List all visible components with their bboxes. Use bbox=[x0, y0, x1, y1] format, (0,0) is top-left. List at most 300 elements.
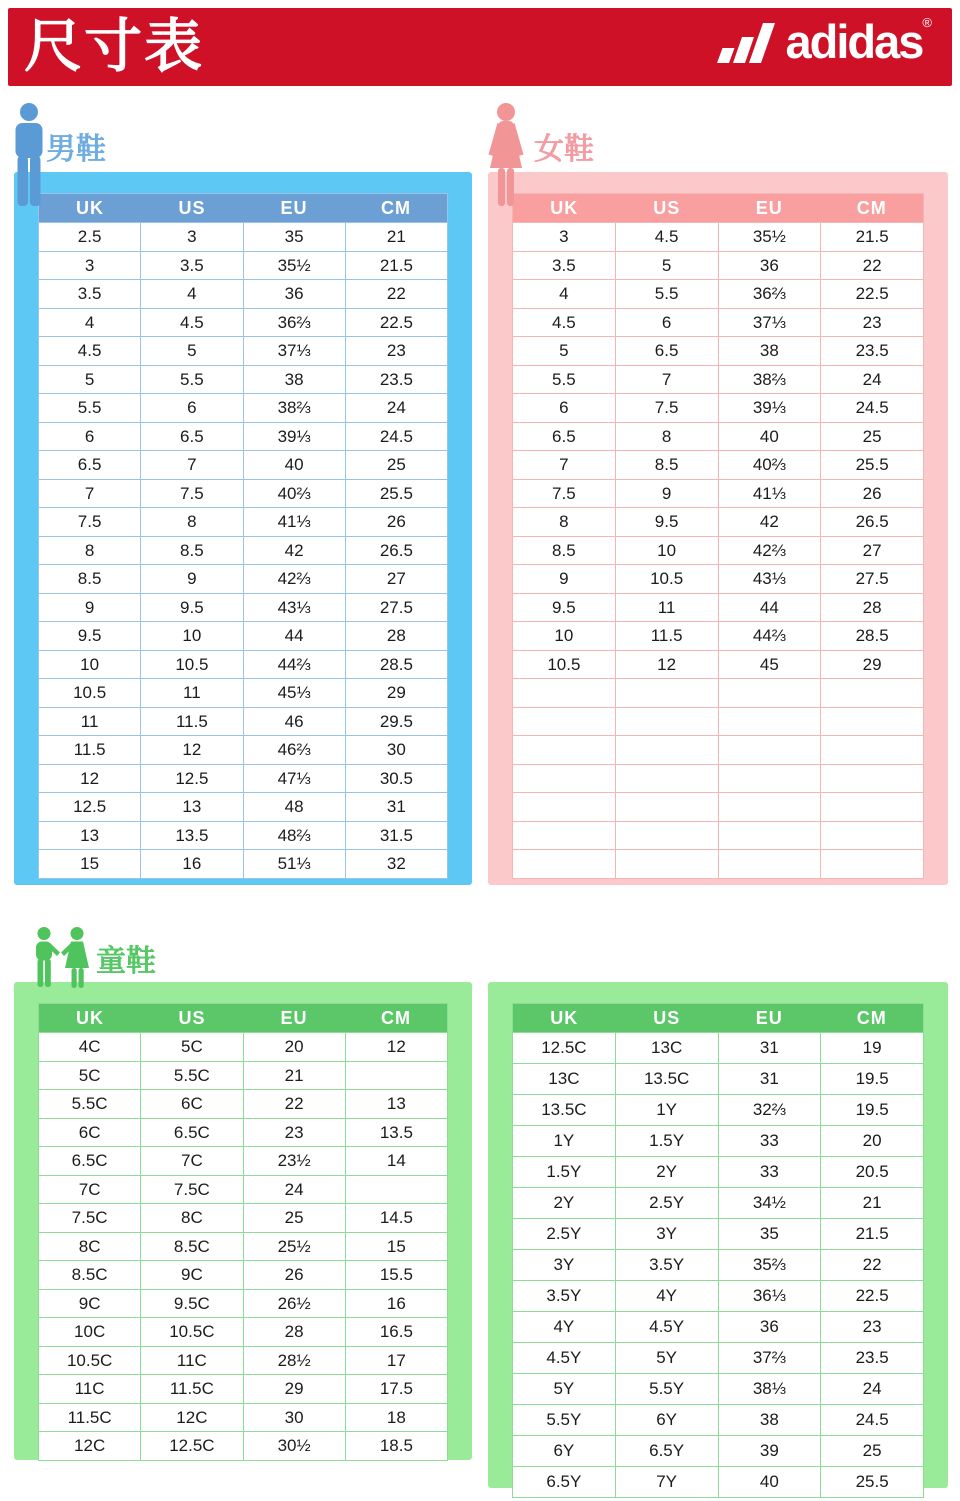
size-cell: 13 bbox=[140, 793, 242, 821]
size-cell: 33 bbox=[718, 1126, 821, 1156]
size-cell: 18.5 bbox=[345, 1432, 447, 1460]
size-cell bbox=[820, 736, 923, 764]
men-size-table bbox=[38, 193, 448, 879]
size-cell: 4.5 bbox=[140, 309, 242, 337]
size-cell: 7.5 bbox=[615, 394, 718, 422]
size-cell: 4.5Y bbox=[615, 1312, 718, 1342]
size-cell: 3.5 bbox=[77, 284, 102, 303]
size-cell: 12.5C bbox=[140, 1432, 242, 1460]
size-cell: 38 bbox=[718, 1405, 821, 1435]
column-header-cm: CM bbox=[856, 1008, 887, 1028]
column-header-uk: UK bbox=[550, 198, 579, 218]
size-cell: 8 bbox=[84, 540, 95, 560]
size-cell: 13C bbox=[548, 1069, 580, 1088]
size-cell: 10.5C bbox=[140, 1318, 242, 1346]
column-header-eu: EU bbox=[755, 198, 783, 218]
size-row bbox=[39, 564, 447, 593]
size-cell: 9 bbox=[84, 597, 95, 617]
size-cell: 36 bbox=[718, 1312, 821, 1342]
size-cell bbox=[718, 708, 821, 736]
size-cell: 29 bbox=[243, 1375, 345, 1403]
size-cell: 44 bbox=[243, 622, 345, 650]
women-section-label: 女鞋 bbox=[534, 133, 594, 166]
size-row bbox=[513, 251, 923, 280]
size-cell: 3 bbox=[84, 255, 95, 275]
size-row bbox=[513, 308, 923, 337]
size-cell: 5.5Y bbox=[546, 1410, 582, 1429]
size-cell: 7.5 bbox=[77, 512, 102, 531]
size-cell: 3.5Y bbox=[615, 1250, 718, 1280]
size-row bbox=[513, 1249, 923, 1280]
size-cell: 6Y bbox=[553, 1441, 575, 1460]
size-cell: 23 bbox=[820, 1312, 923, 1342]
size-row bbox=[39, 393, 447, 422]
size-row bbox=[39, 621, 447, 650]
size-cell bbox=[820, 765, 923, 793]
size-cell: 10 bbox=[615, 537, 718, 565]
size-cell: 7.5 bbox=[140, 480, 242, 508]
size-cell: 35 bbox=[718, 1219, 821, 1249]
column-header-uk: UK bbox=[76, 1008, 104, 1028]
size-row bbox=[513, 1187, 923, 1218]
adidas-three-stripes-icon bbox=[716, 18, 786, 64]
size-cell: 1.5Y bbox=[615, 1126, 718, 1156]
size-cell: 27 bbox=[345, 565, 447, 593]
size-row bbox=[39, 821, 447, 850]
size-cell: 10.5C bbox=[66, 1350, 113, 1370]
size-cell: 5Y bbox=[615, 1343, 718, 1373]
table-header-row bbox=[513, 194, 923, 222]
size-cell: 4 bbox=[140, 280, 242, 308]
kids-icon bbox=[30, 926, 94, 997]
size-cell: 46 bbox=[243, 708, 345, 736]
size-cell: 9C bbox=[140, 1261, 242, 1289]
size-cell: 24 bbox=[243, 1176, 345, 1204]
size-cell: 17.5 bbox=[345, 1375, 447, 1403]
size-cell: 35½ bbox=[243, 252, 345, 280]
size-cell: 38 bbox=[243, 366, 345, 394]
size-row bbox=[513, 764, 923, 793]
size-cell: 25.5 bbox=[345, 480, 447, 508]
size-cell: 13C bbox=[615, 1033, 718, 1063]
size-cell: 43⅓ bbox=[718, 565, 821, 593]
column-header-cm: CM bbox=[381, 1008, 411, 1028]
size-cell: 42⅔ bbox=[718, 537, 821, 565]
size-row bbox=[39, 1260, 447, 1289]
size-row bbox=[39, 308, 447, 337]
size-row bbox=[39, 450, 447, 479]
size-cell: 38⅓ bbox=[718, 1374, 821, 1404]
size-cell bbox=[615, 822, 718, 850]
size-cell: 6.5Y bbox=[615, 1436, 718, 1466]
size-cell: 10.5 bbox=[547, 654, 581, 674]
size-cell: 24.5 bbox=[820, 1405, 923, 1435]
size-cell: 11C bbox=[74, 1379, 105, 1398]
size-cell: 33 bbox=[718, 1157, 821, 1187]
size-cell: 10.5 bbox=[73, 683, 107, 702]
size-cell: 3.5 bbox=[140, 252, 242, 280]
size-cell: 45⅓ bbox=[243, 679, 345, 707]
size-cell: 8.5 bbox=[615, 451, 718, 479]
size-cell: 13.5C bbox=[615, 1064, 718, 1094]
size-cell: 10 bbox=[554, 626, 574, 645]
size-row bbox=[513, 707, 923, 736]
size-row bbox=[513, 1280, 923, 1311]
size-cell: 6.5 bbox=[615, 337, 718, 365]
size-cell: 35½ bbox=[718, 223, 821, 251]
size-row bbox=[39, 792, 447, 821]
size-cell: 25½ bbox=[243, 1233, 345, 1261]
size-row bbox=[513, 422, 923, 451]
size-cell: 8.5 bbox=[77, 569, 102, 588]
size-cell: 25 bbox=[820, 423, 923, 451]
size-row bbox=[39, 536, 447, 565]
page-header bbox=[8, 8, 952, 86]
size-cell: 22.5 bbox=[820, 280, 923, 308]
column-header-us: US bbox=[653, 198, 681, 218]
size-cell: 32 bbox=[345, 850, 447, 878]
size-cell: 20.5 bbox=[820, 1157, 923, 1187]
size-cell: 6.5 bbox=[140, 423, 242, 451]
size-cell: 29 bbox=[345, 679, 447, 707]
size-row bbox=[39, 1346, 447, 1375]
column-header-cm: CM bbox=[381, 198, 411, 218]
column-header-uk: UK bbox=[550, 1008, 579, 1028]
size-cell: 13.5 bbox=[140, 822, 242, 850]
size-cell bbox=[615, 679, 718, 707]
size-cell: 30.5 bbox=[345, 765, 447, 793]
size-cell: 8 bbox=[140, 508, 242, 536]
column-header-us: US bbox=[178, 1008, 206, 1028]
size-cell: 9 bbox=[615, 480, 718, 508]
size-cell: 39 bbox=[718, 1436, 821, 1466]
size-cell bbox=[615, 708, 718, 736]
size-cell: 10 bbox=[140, 622, 242, 650]
size-cell: 11C bbox=[140, 1347, 242, 1375]
size-cell: 12.5 bbox=[73, 797, 107, 816]
size-cell bbox=[718, 765, 821, 793]
size-cell: 7Y bbox=[615, 1467, 718, 1497]
size-cell: 20 bbox=[243, 1033, 345, 1061]
size-cell: 14.5 bbox=[345, 1204, 447, 1232]
size-cell: 2Y bbox=[615, 1157, 718, 1187]
size-row bbox=[513, 678, 923, 707]
size-cell: 23½ bbox=[243, 1147, 345, 1175]
size-cell: 13.5C bbox=[541, 1100, 587, 1119]
size-cell: 7C bbox=[140, 1147, 242, 1175]
size-cell: 5.5Y bbox=[615, 1374, 718, 1404]
size-cell: 9.5 bbox=[615, 508, 718, 536]
size-cell: 28 bbox=[345, 622, 447, 650]
size-cell: 1Y bbox=[553, 1131, 575, 1150]
kids-size-table-left bbox=[38, 1003, 448, 1461]
size-cell: 35⅔ bbox=[718, 1250, 821, 1280]
size-row bbox=[513, 1218, 923, 1249]
size-cell bbox=[820, 793, 923, 821]
size-row bbox=[39, 1289, 447, 1318]
size-row bbox=[39, 365, 447, 394]
size-row bbox=[513, 507, 923, 536]
size-row bbox=[513, 1404, 923, 1435]
size-cell: 21.5 bbox=[345, 252, 447, 280]
size-row bbox=[513, 1311, 923, 1342]
size-row bbox=[513, 1094, 923, 1125]
size-row bbox=[513, 1125, 923, 1156]
size-cell: 8 bbox=[615, 423, 718, 451]
size-cell: 19.5 bbox=[820, 1095, 923, 1125]
size-cell: 6.5Y bbox=[546, 1472, 582, 1491]
women-section-panel bbox=[488, 172, 948, 885]
column-header-us: US bbox=[178, 198, 206, 218]
men-section-label: 男鞋 bbox=[46, 133, 106, 166]
column-header-us: US bbox=[653, 1008, 681, 1028]
adidas-logo bbox=[716, 15, 953, 76]
size-cell: 30½ bbox=[243, 1432, 345, 1460]
size-cell: 8.5C bbox=[140, 1233, 242, 1261]
size-row bbox=[39, 1232, 447, 1261]
size-cell bbox=[820, 822, 923, 850]
size-row bbox=[513, 1435, 923, 1466]
size-cell: 8.5C bbox=[71, 1265, 108, 1284]
kids-section-label: 童鞋 bbox=[96, 945, 156, 978]
size-cell: 12.5C bbox=[541, 1038, 587, 1057]
size-cell: 3.5Y bbox=[546, 1286, 582, 1305]
size-row bbox=[39, 336, 447, 365]
size-row bbox=[513, 365, 923, 394]
size-row bbox=[513, 450, 923, 479]
size-cell bbox=[718, 850, 821, 878]
size-cell: 25.5 bbox=[820, 1467, 923, 1497]
size-cell: 5.5C bbox=[71, 1094, 108, 1113]
size-cell: 23.5 bbox=[820, 1343, 923, 1373]
size-cell: 5 bbox=[559, 341, 569, 360]
size-row bbox=[39, 1118, 447, 1147]
size-cell: 26.5 bbox=[345, 537, 447, 565]
size-cell: 2.5 bbox=[77, 227, 102, 246]
size-cell: 25 bbox=[345, 451, 447, 479]
size-cell: 24.5 bbox=[820, 394, 923, 422]
size-cell: 48 bbox=[243, 793, 345, 821]
size-cell: 18 bbox=[345, 1404, 447, 1432]
size-cell: 7.5C bbox=[71, 1208, 108, 1227]
size-cell: 44 bbox=[718, 594, 821, 622]
size-cell: 5.5C bbox=[140, 1062, 242, 1090]
size-cell: 27.5 bbox=[820, 565, 923, 593]
size-cell: 38 bbox=[718, 337, 821, 365]
size-cell: 38⅔ bbox=[718, 366, 821, 394]
size-cell: 9C bbox=[78, 1293, 101, 1313]
size-cell: 5 bbox=[84, 369, 95, 389]
size-cell: 26½ bbox=[243, 1290, 345, 1318]
size-row bbox=[39, 1061, 447, 1090]
size-row bbox=[39, 1431, 447, 1460]
size-cell: 46⅔ bbox=[243, 736, 345, 764]
size-cell: 6C bbox=[78, 1122, 101, 1142]
size-cell bbox=[345, 1062, 447, 1090]
size-cell: 28.5 bbox=[345, 651, 447, 679]
size-cell: 6 bbox=[559, 398, 569, 417]
size-row bbox=[39, 1374, 447, 1403]
size-cell: 10.5 bbox=[140, 651, 242, 679]
size-cell: 22 bbox=[345, 280, 447, 308]
size-row bbox=[39, 422, 447, 451]
size-cell: 39⅓ bbox=[718, 394, 821, 422]
size-row bbox=[39, 650, 447, 679]
size-cell: 15 bbox=[345, 1233, 447, 1261]
size-row bbox=[513, 536, 923, 565]
size-cell: 22 bbox=[243, 1090, 345, 1118]
size-cell: 9.5 bbox=[552, 597, 576, 617]
table-header-row bbox=[513, 1004, 923, 1032]
size-cell: 6.5C bbox=[140, 1119, 242, 1147]
size-cell: 7.5 bbox=[552, 483, 576, 503]
size-cell: 3 bbox=[140, 223, 242, 251]
size-cell bbox=[513, 708, 615, 736]
size-cell: 47⅓ bbox=[243, 765, 345, 793]
size-cell bbox=[513, 822, 615, 850]
man-icon bbox=[12, 102, 46, 215]
size-cell: 15 bbox=[80, 854, 100, 873]
size-cell: 9 bbox=[140, 565, 242, 593]
size-cell bbox=[718, 793, 821, 821]
size-row bbox=[39, 764, 447, 793]
size-cell: 22.5 bbox=[820, 1281, 923, 1311]
size-cell: 24.5 bbox=[345, 423, 447, 451]
kids-section-panel-right bbox=[488, 982, 948, 1491]
size-cell: 6 bbox=[84, 426, 95, 446]
size-cell: 4C bbox=[78, 1037, 101, 1056]
size-cell: 7C bbox=[78, 1179, 101, 1199]
size-row bbox=[39, 1175, 447, 1204]
size-cell: 4.5 bbox=[552, 312, 576, 332]
size-cell: 4Y bbox=[553, 1317, 575, 1336]
size-cell: 24 bbox=[820, 1374, 923, 1404]
size-cell: 40 bbox=[243, 451, 345, 479]
size-cell: 7 bbox=[615, 366, 718, 394]
size-cell: 21 bbox=[345, 223, 447, 251]
size-cell: 5C bbox=[140, 1033, 242, 1061]
size-cell: 42 bbox=[718, 508, 821, 536]
size-row bbox=[513, 735, 923, 764]
size-cell: 27 bbox=[820, 537, 923, 565]
size-cell: 11.5 bbox=[615, 622, 718, 650]
size-cell: 30 bbox=[345, 736, 447, 764]
size-row bbox=[39, 593, 447, 622]
size-row bbox=[513, 1466, 923, 1497]
size-cell: 6 bbox=[140, 394, 242, 422]
size-cell: 27.5 bbox=[345, 594, 447, 622]
size-row bbox=[39, 1032, 447, 1061]
size-cell: 39⅓ bbox=[243, 423, 345, 451]
size-cell: 5.5 bbox=[140, 366, 242, 394]
size-cell: 6C bbox=[140, 1090, 242, 1118]
size-cell: 28 bbox=[820, 594, 923, 622]
size-cell bbox=[513, 679, 615, 707]
size-cell: 25 bbox=[820, 1436, 923, 1466]
size-cell: 36⅓ bbox=[718, 1281, 821, 1311]
size-cell bbox=[513, 850, 615, 878]
size-cell: 30 bbox=[243, 1404, 345, 1432]
size-cell: 3.5 bbox=[552, 255, 576, 275]
size-cell: 4 bbox=[84, 312, 95, 332]
size-cell: 2.5Y bbox=[615, 1188, 718, 1218]
size-cell bbox=[615, 793, 718, 821]
size-cell: 7 bbox=[559, 455, 569, 474]
size-cell: 25.5 bbox=[820, 451, 923, 479]
size-cell: 26.5 bbox=[820, 508, 923, 536]
size-cell bbox=[718, 822, 821, 850]
size-cell: 9 bbox=[559, 569, 569, 588]
size-cell: 22 bbox=[820, 252, 923, 280]
size-row bbox=[39, 251, 447, 280]
size-row bbox=[513, 1373, 923, 1404]
size-cell: 6.5C bbox=[71, 1151, 108, 1170]
size-row bbox=[39, 707, 447, 736]
kids-size-table-right bbox=[512, 1003, 924, 1498]
size-cell bbox=[615, 850, 718, 878]
size-cell: 24 bbox=[820, 366, 923, 394]
size-cell: 31.5 bbox=[345, 822, 447, 850]
size-cell: 4.5Y bbox=[546, 1348, 582, 1367]
size-cell: 43⅓ bbox=[243, 594, 345, 622]
size-cell: 26 bbox=[345, 508, 447, 536]
size-row bbox=[513, 279, 923, 308]
size-cell: 31 bbox=[718, 1033, 821, 1063]
size-row bbox=[513, 1342, 923, 1373]
woman-icon bbox=[484, 102, 528, 215]
size-cell: 44⅔ bbox=[243, 651, 345, 679]
size-row bbox=[513, 393, 923, 422]
size-row bbox=[513, 564, 923, 593]
size-cell: 12 bbox=[345, 1033, 447, 1061]
size-row bbox=[513, 1156, 923, 1187]
size-cell: 21.5 bbox=[820, 223, 923, 251]
size-cell: 12 bbox=[80, 768, 100, 788]
size-cell: 48⅔ bbox=[243, 822, 345, 850]
size-cell bbox=[345, 1176, 447, 1204]
size-cell: 37⅓ bbox=[243, 337, 345, 365]
size-cell: 29 bbox=[820, 651, 923, 679]
column-header-eu: EU bbox=[755, 1008, 783, 1028]
size-row bbox=[39, 678, 447, 707]
size-cell: 36 bbox=[718, 252, 821, 280]
size-cell: 23.5 bbox=[820, 337, 923, 365]
size-cell bbox=[718, 679, 821, 707]
size-cell: 40⅔ bbox=[243, 480, 345, 508]
size-cell: 13 bbox=[80, 825, 100, 845]
size-cell: 25 bbox=[243, 1204, 345, 1232]
size-cell: 2Y bbox=[553, 1193, 575, 1212]
size-cell: 28 bbox=[243, 1318, 345, 1346]
size-row bbox=[39, 1146, 447, 1175]
size-cell: 5.5 bbox=[615, 280, 718, 308]
size-cell: 5.5 bbox=[77, 398, 102, 417]
size-cell: 19.5 bbox=[820, 1064, 923, 1094]
size-row bbox=[39, 222, 447, 251]
size-cell: 16.5 bbox=[345, 1318, 447, 1346]
size-cell: 22 bbox=[820, 1250, 923, 1280]
size-cell: 9.5 bbox=[77, 626, 102, 645]
size-row bbox=[513, 792, 923, 821]
column-header-eu: EU bbox=[280, 1008, 308, 1028]
size-cell: 31 bbox=[345, 793, 447, 821]
size-cell: 14 bbox=[345, 1147, 447, 1175]
size-cell: 11.5 bbox=[140, 708, 242, 736]
size-cell: 44⅔ bbox=[718, 622, 821, 650]
size-cell: 12.5 bbox=[140, 765, 242, 793]
size-row bbox=[513, 336, 923, 365]
size-cell: 2.5Y bbox=[546, 1224, 582, 1243]
